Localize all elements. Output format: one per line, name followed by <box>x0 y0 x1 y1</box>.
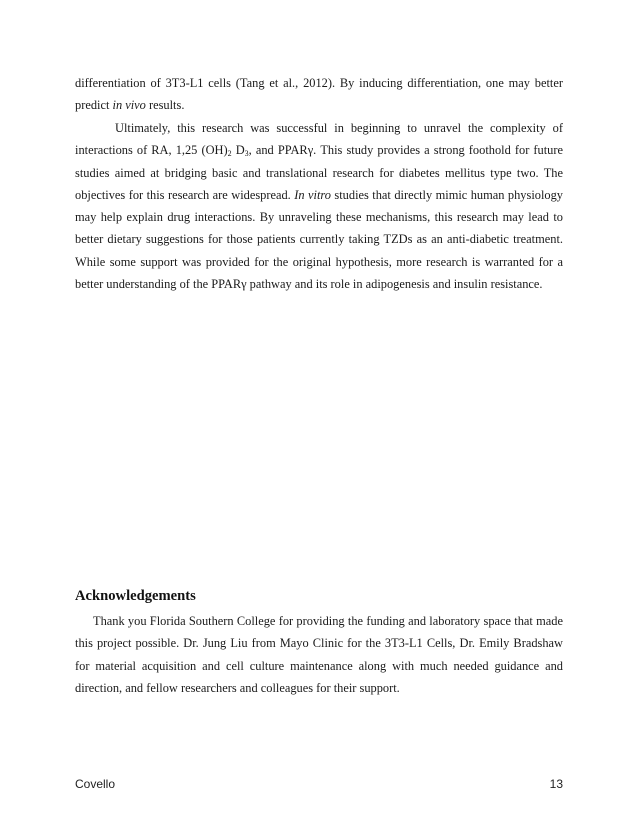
subscript-3: 3 <box>244 149 249 159</box>
paragraph-conclusion-main <box>75 117 563 295</box>
paragraph-1-text-a: differentiation of 3T3-L1 cells (Tang et al., 2012). By inducing differentiation, one may better predict <box>75 76 563 113</box>
paragraph-2-text-c: , and PPARγ. This study provides a strong foothold for future studies aimed at bridging basic and translational research for diabetes mellitus type two. The objectives for this research are widespread. <box>75 143 563 202</box>
acknowledgements-paragraph <box>75 610 563 699</box>
paragraph-2-text-b: D <box>231 143 245 158</box>
acknowledgements-text: Thank you Florida Southern College for providing the funding and laboratory space that made this project possible. Dr. Jung Liu from Mayo Clinic for the 3T3-L1 Cells, Dr. Emily Bradshaw for material acquisition and cell culture maintenance along with much needed guidance and direction, and fellow researchers and colleagues for their support. <box>75 614 563 695</box>
paragraph-1-text-b: results. <box>145 98 185 113</box>
paragraph-conclusion-intro <box>75 72 563 117</box>
footer-page-number: 13 <box>549 777 563 791</box>
footer-author: Covello <box>75 777 116 791</box>
paragraph-2-text-d: studies that directly mimic human physiology may help explain drug interactions. By unraveling these mechanisms, this research may lead to better dietary suggestions for those patients currently taking TZDs as an anti-diabetic treatment. While some support was provided for the original hypothesis, more research is warranted for a better understanding of the PPARγ pathway and its role in adipogenesis and insulin resistance. <box>75 187 563 292</box>
paragraph-2-italic-in-vitro: In vitro <box>294 187 331 202</box>
paragraph-2-text-a: Ultimately, this research was successful in beginning to unravel the complexity of interactions of RA, 1,25 (OH) <box>75 121 563 158</box>
acknowledgements-heading: Acknowledgements <box>75 588 196 604</box>
subscript-2: 2 <box>227 149 232 159</box>
paragraph-1-italic-in-vivo: in vivo <box>112 98 146 113</box>
